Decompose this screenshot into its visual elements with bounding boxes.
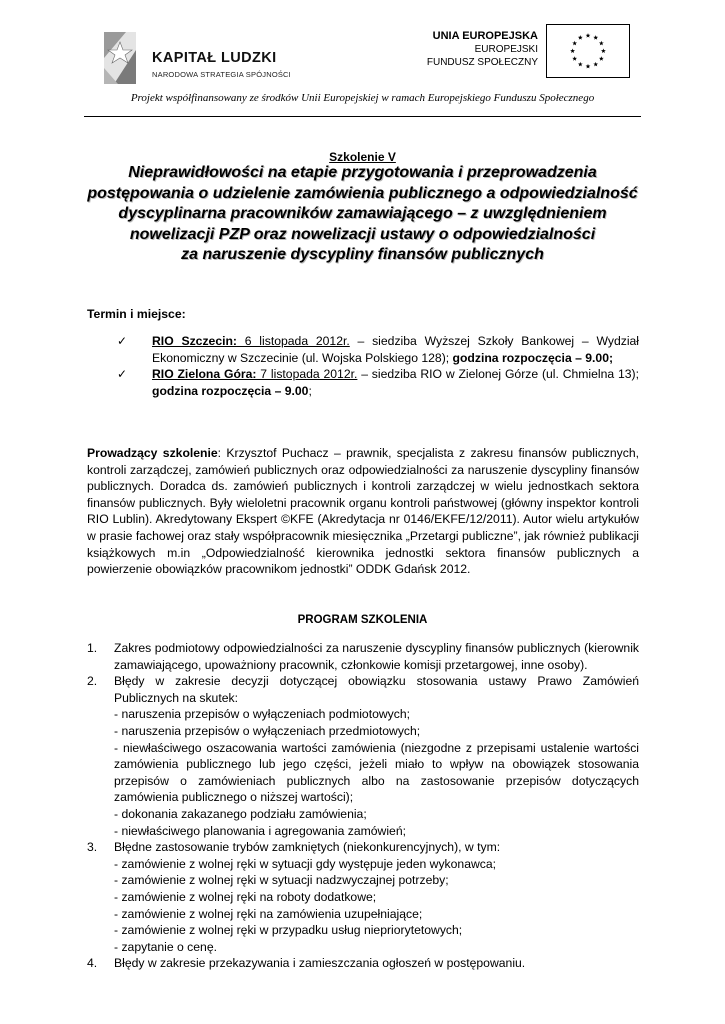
checkmark-icon: ✓ <box>117 334 128 348</box>
eu-text <box>427 30 538 69</box>
location-text: – siedziba Wyższej Szkoły Bankowej – Wydział Ekonomiczny w Szczecinie (ul. Wojska Polskiego 128); <box>152 334 640 365</box>
header-divider <box>84 116 641 117</box>
program-item-number: 3. <box>87 840 98 855</box>
termin-heading: Termin i miejsce: <box>87 307 186 321</box>
program-heading: PROGRAM SZKOLENIA <box>297 614 428 626</box>
kl-subtitle: NARODOWA STRATEGIA SPÓJNOŚCI <box>152 70 291 79</box>
eu-star-icon <box>593 62 598 67</box>
kapital-ludzki-mark-icon <box>96 28 144 90</box>
location-city: RIO Szczecin: <box>152 334 237 348</box>
eu-star-icon <box>572 41 577 46</box>
program-subitem: - zapytanie o cenę. <box>114 939 217 954</box>
location-list <box>117 333 639 399</box>
program-item-number: 2. <box>87 674 98 689</box>
eu-line-1: UNIA EUROPEJSKA <box>432 30 538 42</box>
program-subitem: - zamówienie z wolnej ręki w przypadku usług niepriorytetowych; <box>114 923 463 938</box>
program-item-number: 1. <box>87 641 98 655</box>
program-subitem: - niewłaściwego planowania i agregowania zamówień; <box>114 823 406 838</box>
course-title-line: nowelizacji PZP oraz nowelizacji ustawy o odpowiedzialności <box>129 225 596 243</box>
eu-line-3: FUNDUSZ SPOŁECZNY <box>426 57 538 68</box>
eu-star-icon <box>586 64 591 69</box>
eu-line-2: EUROPEJSKI <box>474 44 538 55</box>
program-subitem: - zamówienie z wolnej ręki na roboty dodatkowe; <box>114 889 377 904</box>
location-tail: ; <box>308 383 312 398</box>
eu-logo <box>420 24 630 80</box>
program-item <box>87 640 639 673</box>
program-subitem: - zamówienie z wolnej ręki na zamówienia uzupełniające; <box>114 906 423 921</box>
trainer-paragraph <box>87 445 639 578</box>
location-time: godzina rozpoczęcia – 9.00; <box>452 350 614 365</box>
program-subitem: - dokonania zakazanego podziału zamówienia; <box>114 806 367 821</box>
trainer-label: Prowadzący szkolenie <box>87 446 218 460</box>
program-item-text: Błędy w zakresie przekazywania i zamieszczania ogłoszeń w postępowaniu. <box>114 956 526 971</box>
program-item-text: Błędy w zakresie decyzji dotyczącej obowiązku stosowania ustawy Prawo Zamówień Publicznych na skutek: <box>114 674 639 705</box>
course-title <box>84 163 641 266</box>
kl-title: KAPITAŁ LUDZKI <box>152 50 277 66</box>
program-subitem: - niewłaściwego oszacowania wartości zamówienia (niezgodne z przepisami ustalenie wartości zamówienia publicznego lub jego części, jeżeli miało to wpływ na obowiązek stosowania przepisów o zamówieniach publicznych albo na zastosowanie przepisów dotyczących zamówienia publicznego o niższej wartości); <box>114 740 639 805</box>
program-subitem: - naruszenia przepisów o wyłączeniach podmiotowych; <box>114 707 411 722</box>
program-item-text: Błędne zastosowanie trybów zamkniętych (niekonkurencyjnych), w tym: <box>114 840 501 855</box>
eu-star-icon <box>572 56 577 61</box>
course-title-line: za naruszenie dyscypliny finansów publicznych <box>181 246 544 263</box>
program-subitem: - naruszenia przepisów o wyłączeniach przedmiotowych; <box>114 723 421 738</box>
eu-star-icon <box>586 33 591 38</box>
eu-star-icon <box>599 56 604 61</box>
location-city: RIO Zielona Góra: <box>152 367 257 382</box>
location-date: 6 listopada 2012r. <box>236 334 350 348</box>
location-item <box>117 366 639 399</box>
cofunding-note: Projekt współfinansowany ze środków Unii Europejskiej w ramach Europejskiego Funduszu Społecznego <box>130 92 595 104</box>
location-time: godzina rozpoczęcia – 9.00 <box>152 383 309 398</box>
program-item <box>87 955 639 972</box>
program-item <box>87 839 639 955</box>
program-item <box>87 673 639 839</box>
checkmark-icon: ✓ <box>117 367 128 382</box>
eu-star-icon <box>570 48 575 53</box>
eu-star-icon <box>601 48 606 53</box>
program-subitem: - zamówienie z wolnej ręki w sytuacji gdy występuje jeden wykonawca; <box>114 856 497 871</box>
trainer-text: : Krzysztof Puchacz – prawnik, specjalista z zakresu finansów publicznych, kontroli zarządczej, zamówień publicznych oraz odpowiedzialności za naruszenie dyscypliny finansów publicznych. Doradca ds. zamówień publicznych i kontroli zarządczej w wielu jednostkach sektora finansów publicznych. Były wieloletni pracownik organu kontroli państwowej (główny inspektor kontroli RIO Lublin). Akredytowany Ekspert ©KFE (Akredytacja nr 0146/EKFE/12/2011). Autor wielu artykułów w prasie fachowej oraz stały współpracownik miesięcznika „Przetargi publiczne”, jak również publikacji książkowych m.in „Odpowiedzialność kierownika jednostki sektora finansów publicznych a powierzenie obowiązków pracownikom jednostki” ODDK Gdańsk 2012. <box>87 446 640 577</box>
course-title-line: Nieprawidłowości na etapie przygotowania i przeprowadzenia <box>128 164 597 181</box>
program-list <box>87 640 639 972</box>
location-date: 7 listopada 2012r. <box>256 367 358 382</box>
course-number: Szkolenie V <box>329 150 396 164</box>
program-item-number: 4. <box>87 956 98 971</box>
program-subitem: - zamówienie z wolnej ręki w sytuacji nadzwyczajnej potrzeby; <box>114 873 449 888</box>
course-title-line: dyscyplinarna pracowników zamawiającego – z uwzględnieniem <box>118 205 607 222</box>
location-item <box>117 333 639 366</box>
program-item-text: Zakres podmiotowy odpowiedzialności za naruszenie dyscypliny finansów publicznych (kierownik zamawiającego, upoważniony pracownik, członkowie komisji przetargowej, inne osoby). <box>114 641 639 672</box>
eu-flag-icon <box>546 24 630 78</box>
location-text: – siedziba RIO w Zielonej Górze (ul. Chmielna 13); <box>357 367 640 382</box>
eu-star-icon <box>599 41 604 46</box>
kapital-ludzki-logo <box>96 28 326 90</box>
eu-star-icon <box>593 35 598 40</box>
course-title-line: postępowania o udzielenie zamówienia publicznego a odpowiedzialność <box>87 184 638 202</box>
eu-star-icon <box>578 35 583 40</box>
eu-star-icon <box>578 62 583 67</box>
